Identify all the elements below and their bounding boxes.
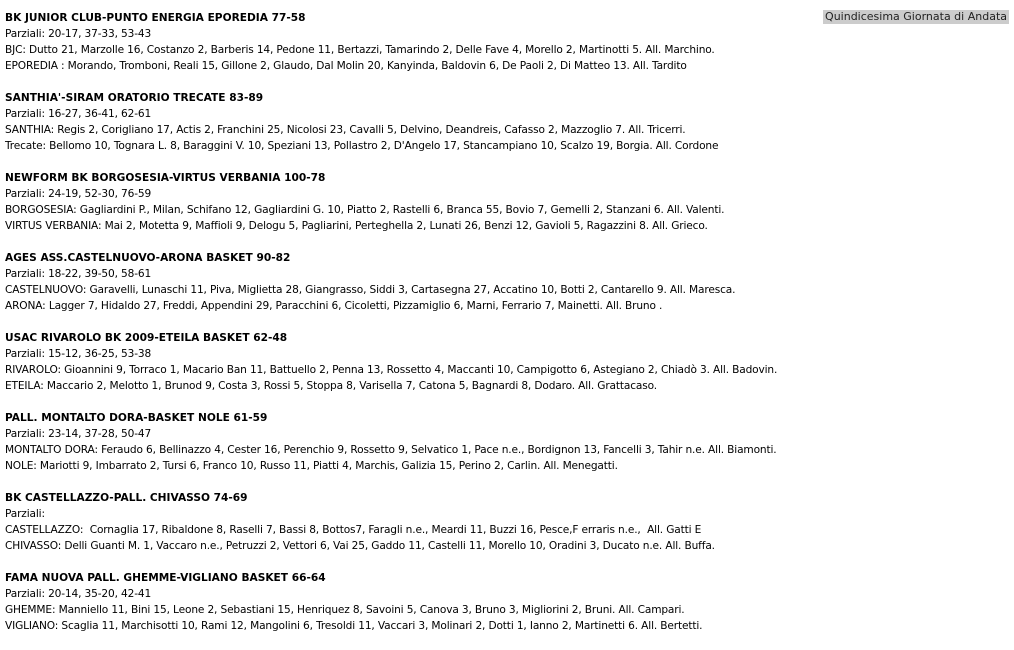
game-result [5, 170, 1009, 250]
home-lineup: CASTELLAZZO: Cornaglia 17, Ribaldone 8, Raselli 7, Bassi 8, Bottos7, Faragli n.e., Meardi 11, Buzzi 16, Pesce,F erraris n.e., All. Gatti E [5, 524, 702, 536]
away-lineup: VIRTUS VERBANIA: Mai 2, Motetta 9, Maffioli 9, Delogu 5, Pagliarini, Perteghella 2, Lunati 26, Benzi 12, Gavioli 5, Ragazzini 8. All. Grieco. [5, 220, 708, 232]
game-result [5, 90, 1009, 170]
game-result [5, 330, 1009, 410]
results-list [5, 10, 1009, 650]
game-partials: Parziali: 24-19, 52-30, 76-59 [5, 188, 152, 200]
away-lineup: VIGLIANO: Scaglia 11, Marchisotti 10, Rami 12, Mangolini 6, Tresoldi 11, Vaccari 3, Molinari 2, Dotti 1, Ianno 2, Martinetti 6. All. Bertetti. [5, 620, 703, 632]
game-title: BK CASTELLAZZO-PALL. CHIVASSO 74-69 [5, 492, 248, 504]
game-title: SANTHIA'-SIRAM ORATORIO TRECATE 83-89 [5, 92, 264, 104]
game-partials: Parziali: 23-14, 37-28, 50-47 [5, 428, 152, 440]
game-partials: Parziali: 20-14, 35-20, 42-41 [5, 588, 152, 600]
away-lineup: ETEILA: Maccario 2, Melotto 1, Brunod 9, Costa 3, Rossi 5, Stoppa 8, Varisella 7, Catona 5, Bagnardi 8, Dodaro. All. Grattacaso. [5, 380, 657, 392]
game-title: USAC RIVAROLO BK 2009-ETEILA BASKET 62-48 [5, 332, 288, 344]
away-lineup: EPOREDIA : Morando, Tromboni, Reali 15, Gillone 2, Glaudo, Dal Molin 20, Kanyinda, Baldovin 6, De Paoli 2, Di Matteo 13. All. Tardito [5, 60, 687, 72]
game-title: NEWFORM BK BORGOSESIA-VIRTUS VERBANIA 100-78 [5, 172, 326, 184]
game-partials: Parziali: 20-17, 37-33, 53-43 [5, 28, 152, 40]
away-lineup: Trecate: Bellomo 10, Tognara L. 8, Baraggini V. 10, Speziani 13, Pollastro 2, D'Angelo 17, Stancampiano 10, Scalzo 19, Borgia. All. Cordone [5, 140, 719, 152]
away-lineup: ARONA: Lagger 7, Hidaldo 27, Freddi, Appendini 29, Paracchini 6, Cicoletti, Pizzamiglio 6, Marni, Ferrario 7, Mainetti. All. Bruno . [5, 300, 663, 312]
home-lineup: SANTHIA: Regis 2, Corigliano 17, Actis 2, Franchini 25, Nicolosi 23, Cavalli 5, Delvino, Deandreis, Cafasso 2, Mazzoglio 7. All. Tricerri. [5, 124, 686, 136]
game-title: FAMA NUOVA PALL. GHEMME-VIGLIANO BASKET 66-64 [5, 572, 326, 584]
game-result [5, 250, 1009, 330]
game-result [5, 570, 1009, 650]
home-lineup: RIVAROLO: Gioannini 9, Torraco 1, Macario Ban 11, Battuello 2, Penna 13, Rossetto 4, Maccanti 10, Campigotto 6, Astegiano 2, Chiadò 3. All. Badovin. [5, 364, 778, 376]
home-lineup: BJC: Dutto 21, Marzolle 16, Costanzo 2, Barberis 14, Pedone 11, Bertazzi, Tamarindo 2, Delle Fave 4, Morello 2, Martinotti 5. All. Marchino. [5, 44, 715, 56]
game-title: PALL. MONTALTO DORA-BASKET NOLE 61-59 [5, 412, 268, 424]
game-partials: Parziali: [5, 508, 45, 520]
home-lineup: MONTALTO DORA: Feraudo 6, Bellinazzo 4, Cester 16, Perenchio 9, Rossetto 9, Selvatico 1, Pace n.e., Bordignon 13, Fancelli 3, Tahir n.e. All. Biamonti. [5, 444, 777, 456]
game-title: BK JUNIOR CLUB-PUNTO ENERGIA EPOREDIA 77-58 [5, 12, 306, 24]
game-partials: Parziali: 18-22, 39-50, 58-61 [5, 268, 152, 280]
game-result [5, 410, 1009, 490]
game-partials: Parziali: 15-12, 36-25, 53-38 [5, 348, 152, 360]
game-result [5, 10, 1009, 90]
away-lineup: NOLE: Mariotti 9, Imbarrato 2, Tursi 6, Franco 10, Russo 11, Piatti 4, Marchis, Galizia 15, Perino 2, Carlin. All. Menegatti. [5, 460, 618, 472]
round-label: Quindicesima Giornata di Andata [825, 10, 1007, 23]
home-lineup: CASTELNUOVO: Garavelli, Lunaschi 11, Piva, Miglietta 28, Giangrasso, Siddi 3, Cartasegna 27, Accatino 10, Botti 2, Cantarello 9. All. Maresca. [5, 284, 736, 296]
away-lineup: CHIVASSO: Delli Guanti M. 1, Vaccaro n.e., Petruzzi 2, Vettori 6, Vai 25, Gaddo 11, Castelli 11, Morello 10, Oradini 3, Ducato n.e. All. Buffa. [5, 540, 715, 552]
home-lineup: BORGOSESIA: Gagliardini P., Milan, Schifano 12, Gagliardini G. 10, Piatto 2, Rastelli 6, Branca 55, Bovio 7, Gemelli 2, Stanzani 6. All. Valenti. [5, 204, 725, 216]
home-lineup: GHEMME: Manniello 11, Bini 15, Leone 2, Sebastiani 15, Henriquez 8, Savoini 5, Canova 3, Bruno 3, Migliorini 2, Bruni. All. Campari. [5, 604, 685, 616]
game-result [5, 490, 1009, 570]
game-title: AGES ASS.CASTELNUOVO-ARONA BASKET 90-82 [5, 252, 291, 264]
game-partials: Parziali: 16-27, 36-41, 62-61 [5, 108, 152, 120]
